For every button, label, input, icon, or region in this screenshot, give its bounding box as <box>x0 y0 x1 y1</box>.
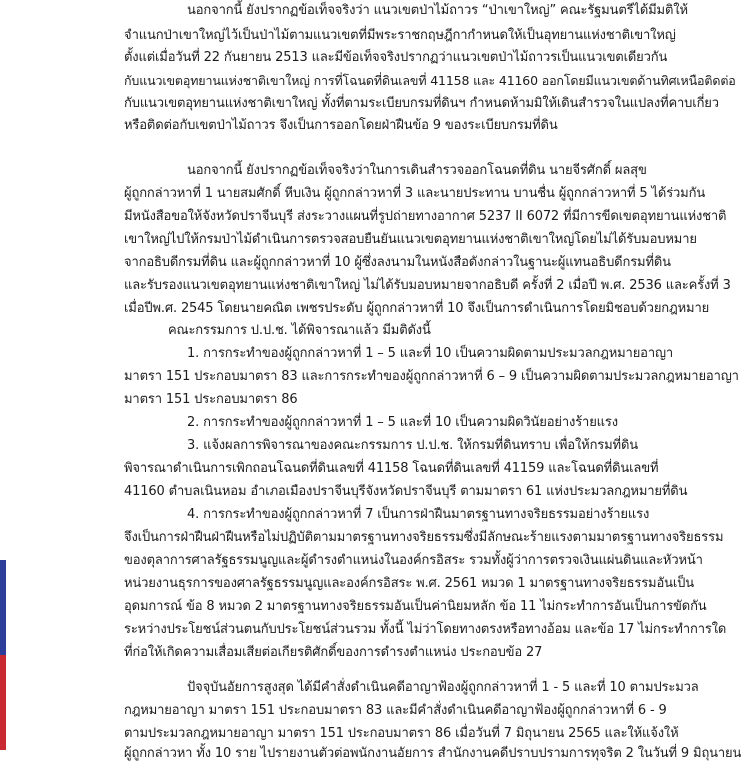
text-line: 3. แจ้งผลการพิจารณาของคณะกรรมการ ป.ป.ช. ให้กรมที่ดินทราบ เพื่อให้กรมที่ดิน <box>187 438 639 453</box>
text-line: เมื่อปีพ.ศ. 2545 โดยนายคณิต เพชรประดับ ผู้ถูกกล่าวหาที่ 10 จึงเป็นการดำเนินการโดยมิชอบด้วยกฎหมาย <box>124 301 710 316</box>
text-line: 41160 ตำบลเนินหอม อำเภอเมืองปราจีนบุรีจังหวัดปราจีนบุรี ตามมาตรา 61 แห่งประมวลกฎหมายที่ดิน <box>124 484 688 499</box>
text-line: กฎหมายอาญา มาตรา 151 ประกอบมาตรา 83 และมีคำสั่งดำเนินคดีอาญาฟ้องผู้ถูกกล่าวหาที่ 6 - 9 <box>124 703 667 718</box>
text-line: ปัจจุบันอัยการสูงสุด ได้มีคำสั่งดำเนินคดีอาญาฟ้องผู้ถูกกล่าวหาที่ 1 - 5 และที่ 10 ตามประมวล <box>187 680 699 695</box>
text-line: หรือติดต่อกับเขตป่าไม้ถาวร จึงเป็นการออกโดยฝ่าฝืนข้อ 9 ของระเบียบกรมที่ดิน <box>124 118 558 133</box>
text-line: ผู้ถูกกล่าวหาที่ 1 นายสมศักดิ์ หีบเงิน ผู้ถูกกล่าวหาที่ 3 และนายประทาน บานชื่น ผู้ถูกกล่าวหาที่ 5 ได้ร่วมกัน <box>124 186 706 201</box>
text-line: นอกจากนี้ ยังปรากฏข้อเท็จจริงว่าในการเดินสำรวจออกโฉนดที่ดิน นายจีรศักดิ์ ผลสุข <box>187 163 647 178</box>
text-line: และรับรองแนวเขตอุทยานแห่งชาติเขาใหญ่ ไม่ได้รับมอบหมายจากอธิบดี ครั้งที่ 2 เมื่อปี พ.ศ. 2536 และครั้งที่ 3 <box>124 278 731 293</box>
text-line: ที่ก่อให้เกิดความเสื่อมเสียต่อเกียรติศักดิ์ของการดำรงตำแหน่ง ประกอบข้อ 27 <box>124 645 543 660</box>
text-line: 1. การกระทำของผู้ถูกกล่าวหาที่ 1 – 5 และที่ 10 เป็นความผิดตามประมวลกฎหมายอาญา <box>187 346 674 361</box>
text-line: จากอธิบดีกรมที่ดิน และผู้ถูกกล่าวหาที่ 10 ผู้ซึ่งลงนามในหนังสือดังกล่าวในฐานะผู้แทนอธิบดีกรมที่ดิน <box>124 255 671 270</box>
text-line: 4. การกระทำของผู้ถูกกล่าวหาที่ 7 เป็นการฝ่าฝืนมาตรฐานทางจริยธรรมอย่างร้ายแรง <box>187 507 650 522</box>
text-line: 2. การกระทำของผู้ถูกกล่าวหาที่ 1 – 5 และที่ 10 เป็นความผิดวินัยอย่างร้ายแรง <box>187 415 618 430</box>
text-line: อุดมการณ์ ข้อ 8 หมวด 2 มาตรฐานทางจริยธรรมอันเป็นค่านิยมหลัก ข้อ 11 ไม่กระทำการอันเป็นการขัดกัน <box>124 599 707 614</box>
text-line: ผู้ถูกกล่าวหา ทั้ง 10 ราย ไปรายงานตัวต่อพนักงานอัยการ สำนักงานคดีปราบปรามการทุจริต 2 ในวันที่ 9 มิถุนายน <box>124 746 742 761</box>
text-line: มาตรา 151 ประกอบมาตรา 83 และการกระทำของผู้ถูกกล่าวหาที่ 6 – 9 เป็นความผิดตามประมวลกฎหมายอาญา <box>124 369 739 384</box>
text-line: พิจารณาดำเนินการเพิกถอนโฉนดที่ดินเลขที่ 41158 โฉนดที่ดินเลขที่ 41159 และโฉนดที่ดินเลขที่ <box>124 461 659 476</box>
text-line: จำแนกป่าเขาใหญ่ไว้เป็นป่าไม้ตามแนวเขตที่มีพระราชกฤษฎีกากำหนดให้เป็นอุทยานแห่งชาติเขาใหญ่ <box>124 28 676 43</box>
text-line: เขาใหญ่ไปให้กรมป่าไม้ดำเนินการตรวจสอบยืนยันแนวเขตอุทยานแห่งชาติเขาใหญ่โดยไม่ได้รับมอบหมาย <box>124 232 697 247</box>
text-line: ของตุลาการศาลรัฐธรรมนูญและผู้ดำรงตำแหน่งในองค์กรอิสระ รวมทั้งผู้ว่าการตรวจเงินแผ่นดินและหัวหน้า <box>124 553 703 568</box>
text-line: มีหนังสือขอให้จังหวัดปราจีนบุรี ส่งระวางแผนที่รูปถ่ายทางอากาศ 5237 II 6072 ที่มีการขีดเขตอุทยานแห่งชาติ <box>124 209 727 224</box>
text-line: หน่วยงานธุรการของศาลรัฐธรรมนูญและองค์กรอิสระ พ.ศ. 2561 หมวด 1 มาตรฐานทางจริยธรรมอันเป็น <box>124 576 694 591</box>
text-line: ตั้งแต่เมื่อวันที่ 22 กันยายน 2513 และมีข้อเท็จจริงปรากฏว่าแนวเขตป่าไม้ถาวรเป็นแนวเขตเดียวกัน <box>124 50 668 65</box>
text-line: ระหว่างประโยชน์ส่วนตนกับประโยชน์ส่วนรวม ทั้งนี้ ไม่ว่าโดยทางตรงหรือทางอ้อม และข้อ 17 ไม่กระทำการใด <box>124 622 727 637</box>
resolution-heading: คณะกรรมการ ป.ป.ช. ได้พิจารณาแล้ว มีมติดังนี้ <box>168 323 431 338</box>
text-line: กับแนวเขตอุทยานแห่งชาติเขาใหญ่ การที่โฉนดที่ดินเลขที่ 41158 และ 41160 ออกโดยมีแนวเขตด้านทิศเหนือติดต่อ <box>124 73 736 88</box>
text-line: ตามประมวลกฎหมายอาญา มาตรา 151 ประกอบมาตรา 86 เมื่อวันที่ 7 มิถุนายน 2565 และให้แจ้งให้ <box>124 726 679 741</box>
text-line: จึงเป็นการฝ่าฝืนฝ่าฝืนหรือไม่ปฏิบัติตามมาตรฐานทางจริยธรรมซึ่งมีลักษณะร้ายแรงตามมาตรฐานทางจริยธรรม <box>124 530 724 545</box>
text-line: มาตรา 151 ประกอบมาตรา 86 <box>124 392 298 407</box>
text-line: นอกจากนี้ ยังปรากฏข้อเท็จจริงว่า แนวเขตป่าไม้ถาวร “ป่าเขาใหญ่” คณะรัฐมนตรีได้มีมติให้ <box>187 3 688 18</box>
text-line: กับแนวเขตอุทยานแห่งชาติเขาใหญ่ ทั้งที่ตามระเบียบกรมที่ดินฯ กำหนดห้ามมิให้เดินสำรวจในแปลงที่คาบเกี่ยว <box>124 96 719 111</box>
